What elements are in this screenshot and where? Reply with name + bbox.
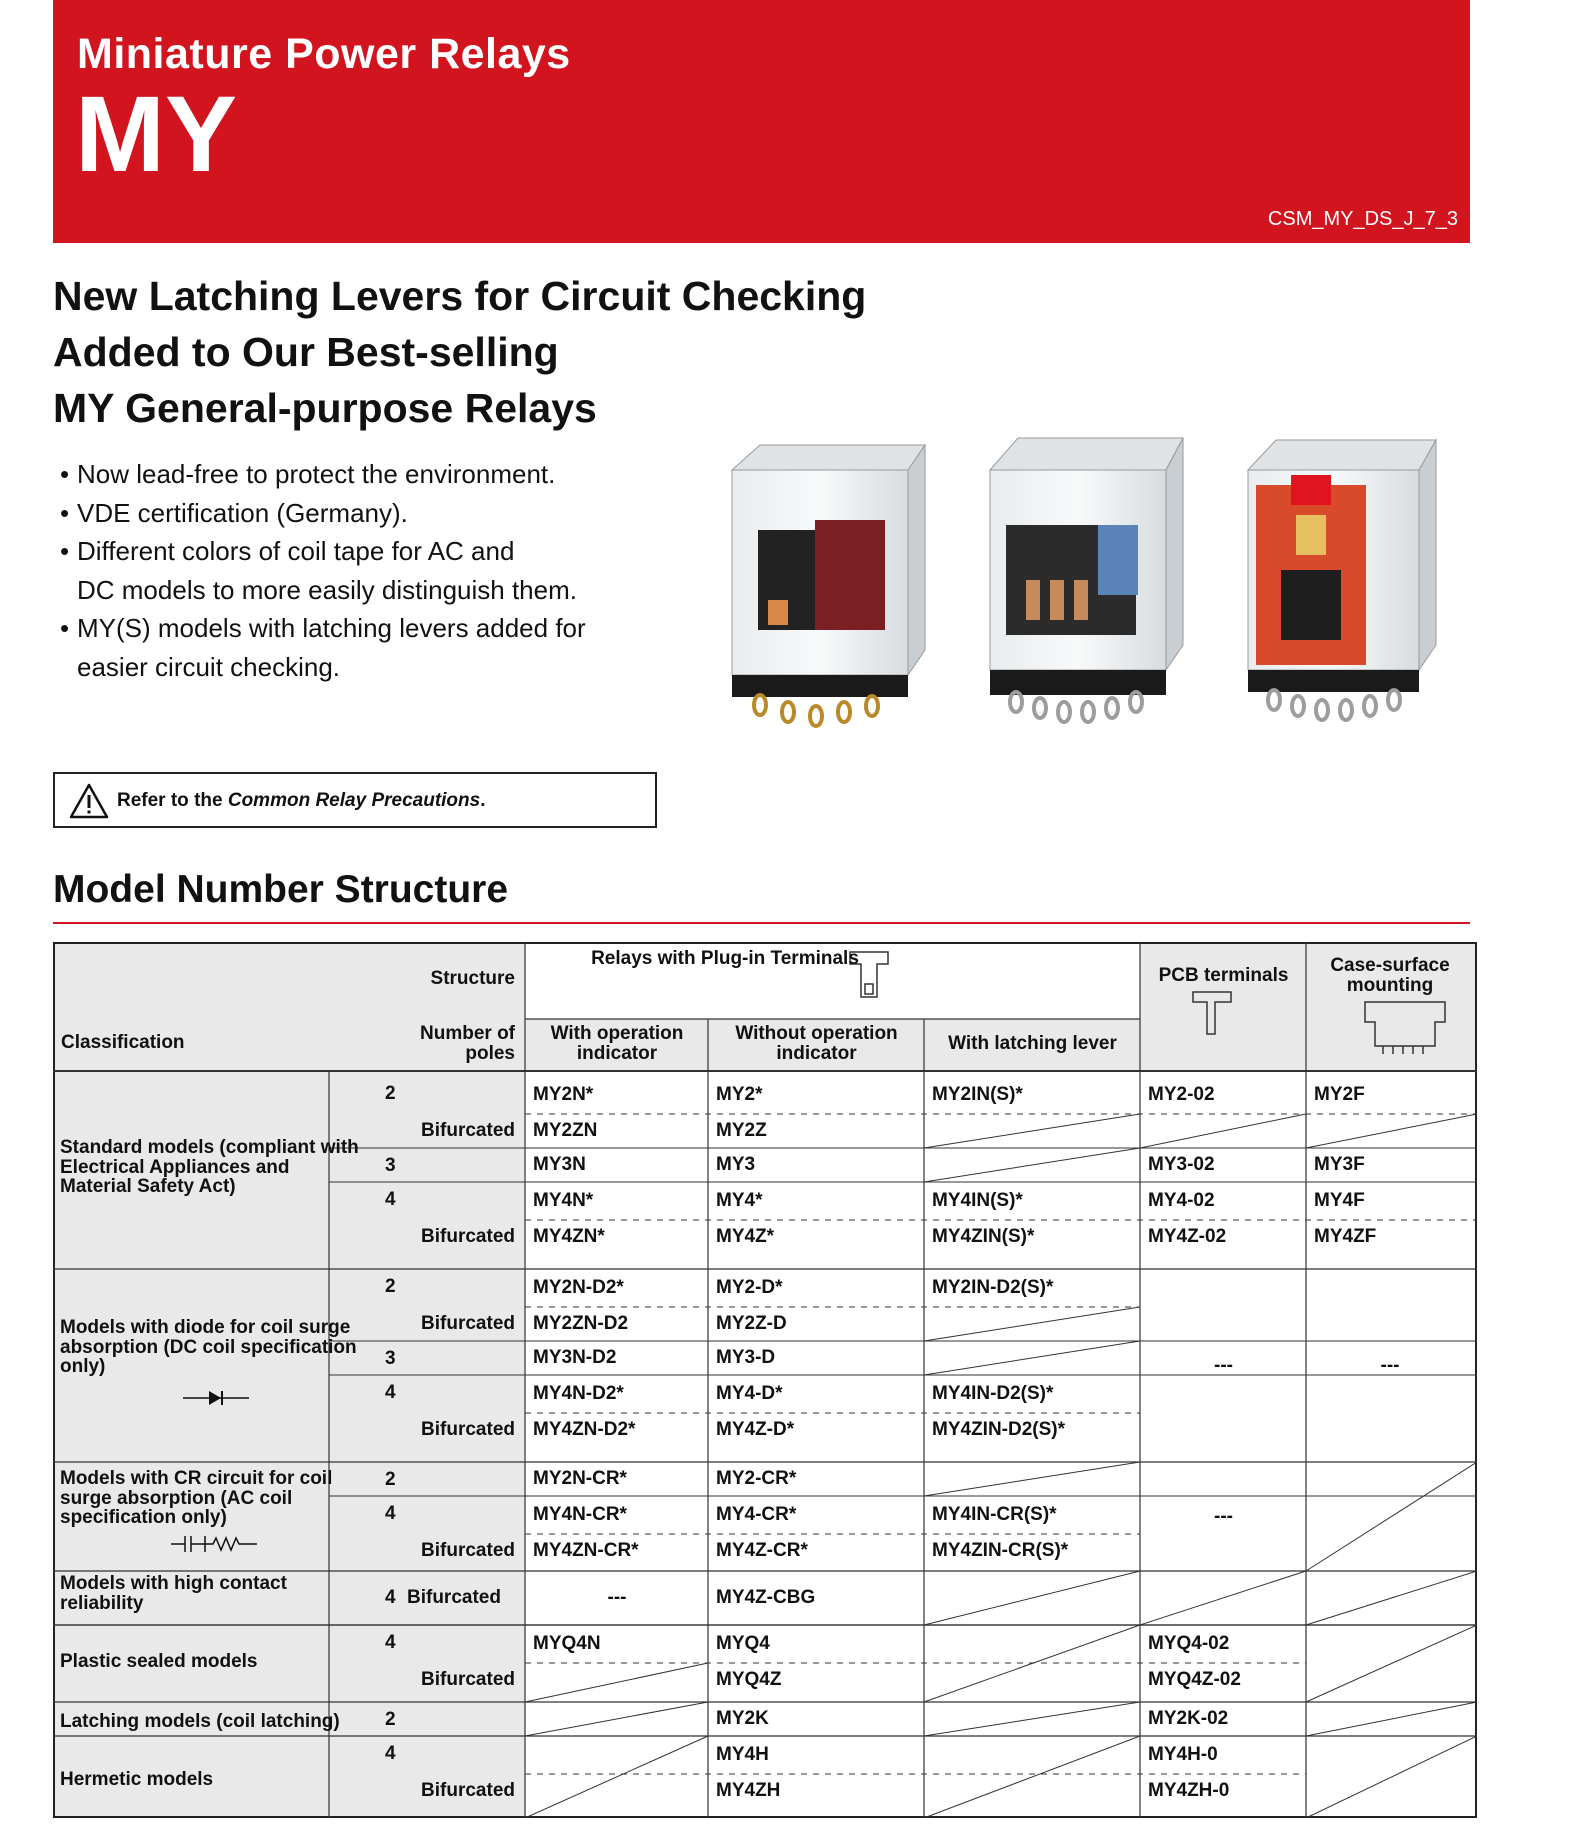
pole-count: 4 — [385, 1587, 396, 1608]
model-number-cell: MY2K — [716, 1708, 769, 1729]
notice-prefix: Refer to the — [117, 790, 228, 811]
not-applicable-diagonal — [924, 1341, 1140, 1375]
pole-count: 4 — [385, 1382, 396, 1403]
diode-pcb-dash: --- — [1214, 1355, 1233, 1376]
model-number-cell: MY2ZN-D2 — [533, 1313, 629, 1334]
not-applicable-diagonal — [525, 1736, 708, 1818]
relay-image-1 — [732, 445, 925, 726]
model-number-cell: MY4N-CR* — [533, 1504, 627, 1525]
model-number-cell: MY3-02 — [1148, 1154, 1215, 1175]
model-number-cell: MY4ZH-0 — [1148, 1780, 1230, 1801]
model-number-cell: MY2IN(S)* — [932, 1084, 1023, 1105]
model-number-cell: MY4Z-CBG — [716, 1587, 816, 1608]
model-number-cell: MY2ZN — [533, 1120, 598, 1141]
model-number-cell: MY4N-D2* — [533, 1383, 624, 1404]
cr-circuit-symbol-icon — [169, 1534, 259, 1554]
header-case-surface: Case-surface mounting — [1330, 955, 1450, 996]
model-number-cell: MY4IN-CR(S)* — [932, 1504, 1057, 1525]
model-number-cell: MY3-D — [716, 1347, 776, 1368]
model-number-cell: MY4ZN* — [533, 1226, 605, 1247]
model-number-cell: MY2-02 — [1148, 1084, 1215, 1105]
model-number-cell: MY2F — [1314, 1084, 1365, 1105]
pole-count: 4 — [385, 1632, 396, 1653]
model-number-cell: MY4ZN-D2* — [533, 1419, 636, 1440]
title-banner — [53, 0, 1470, 243]
model-number-cell: MY4ZIN(S)* — [932, 1226, 1035, 1247]
model-number-cell: MY2-CR* — [716, 1468, 797, 1489]
bifurcated-label: Bifurcated — [407, 1587, 501, 1608]
model-number-cell: MY4IN-D2(S)* — [932, 1383, 1054, 1404]
bifurcated-label: Bifurcated — [421, 1419, 515, 1440]
pole-count: 2 — [385, 1276, 396, 1297]
model-number-cell: MY4-CR* — [716, 1504, 797, 1525]
model-number-cell: MY3N — [533, 1154, 586, 1175]
series-label: Miniature Power Relays — [77, 30, 571, 78]
pole-count: 4 — [385, 1743, 396, 1764]
warning-icon — [69, 783, 109, 819]
model-number-cell: MY2Z-D — [716, 1313, 787, 1334]
headline-line: MY General-purpose Relays — [53, 385, 597, 431]
model-number-cell: MYQ4N — [533, 1633, 601, 1654]
model-number-cell: MY4Z-D* — [716, 1419, 795, 1440]
headline — [53, 268, 866, 436]
header-pcb-terminals: PCB terminals — [1158, 965, 1289, 986]
model-number-cell: MY4Z-02 — [1148, 1226, 1227, 1247]
bifurcated-label: Bifurcated — [421, 1313, 515, 1334]
pole-count: 4 — [385, 1503, 396, 1524]
model-number-cell: MY4ZF — [1314, 1226, 1377, 1247]
series-name: MY — [75, 73, 237, 194]
not-applicable-diagonal — [1306, 1736, 1477, 1818]
model-number-cell: MY4Z-CR* — [716, 1540, 808, 1561]
model-number-table — [53, 942, 1477, 1818]
pole-count: 3 — [385, 1155, 396, 1176]
pole-count: 2 — [385, 1469, 396, 1490]
model-number-cell: MYQ4 — [716, 1633, 770, 1654]
not-applicable-diagonal — [1306, 1114, 1477, 1148]
model-number-cell: MY2IN-D2(S)* — [932, 1277, 1054, 1298]
model-number-cell: MY4ZIN-CR(S)* — [932, 1540, 1069, 1561]
not-applicable-diagonal — [525, 1702, 708, 1736]
not-applicable-diagonal — [924, 1702, 1140, 1736]
model-number-cell: MY4N* — [533, 1190, 594, 1211]
bifurcated-label: Bifurcated — [421, 1226, 515, 1247]
class-cr-circuit: Models with CR circuit for coil surge absorption (AC coil specification only) — [60, 1468, 333, 1528]
document-code: CSM_MY_DS_J_7_3 — [1267, 208, 1458, 230]
model-number-cell: MY4ZN-CR* — [533, 1540, 639, 1561]
class-plastic-sealed: Plastic sealed models — [60, 1651, 258, 1672]
class-standard: Standard models (compliant with Electrical Appliances and Material Safety Act) — [60, 1137, 359, 1197]
header-without-indicator: Without operation indicator — [735, 1023, 898, 1064]
class-latching: Latching models (coil latching) — [60, 1711, 340, 1732]
bifurcated-label: Bifurcated — [421, 1120, 515, 1141]
feature-item: • Different colors of coil tape for AC and — [60, 532, 586, 571]
model-number-cell: MY2K-02 — [1148, 1708, 1229, 1729]
not-applicable-diagonal — [1306, 1462, 1477, 1571]
model-number-cell: MYQ4Z — [716, 1669, 782, 1690]
model-number-cell: MY4IN(S)* — [932, 1190, 1023, 1211]
model-number-cell: MY4F — [1314, 1190, 1365, 1211]
relay-image-2 — [990, 438, 1183, 722]
model-number-cell: MYQ4-02 — [1148, 1633, 1230, 1654]
feature-list — [60, 455, 586, 686]
model-number-cell: MY2* — [716, 1084, 763, 1105]
section-title: Model Number Structure — [53, 868, 509, 911]
feature-item: • Now lead-free to protect the environment. — [60, 455, 586, 494]
model-number-cell: MY2-D* — [716, 1277, 783, 1298]
headline-line: New Latching Levers for Circuit Checking — [53, 273, 867, 319]
feature-item-continuation: DC models to more easily distinguish them. — [77, 574, 577, 605]
model-number-cell: MY3N-D2 — [533, 1347, 617, 1368]
high-contact-indicator-dash: --- — [607, 1587, 627, 1608]
not-applicable-diagonal — [924, 1148, 1140, 1182]
precautions-link[interactable]: Common Relay Precautions — [227, 790, 481, 811]
pole-count: 2 — [385, 1709, 396, 1730]
header-poles: Number of poles — [420, 1023, 515, 1064]
not-applicable-diagonal — [1306, 1625, 1477, 1702]
header-plugin-terminals: Relays with Plug-in Terminals — [591, 948, 859, 969]
model-number-cell: MY4Z* — [716, 1226, 775, 1247]
model-number-cell: MY2N* — [533, 1084, 594, 1105]
bifurcated-label: Bifurcated — [421, 1780, 515, 1801]
not-applicable-diagonal — [924, 1114, 1140, 1148]
not-applicable-diagonal — [924, 1462, 1140, 1496]
relay-photos — [720, 430, 1440, 730]
notice-suffix: . — [480, 790, 486, 811]
feature-item: • MY(S) models with latching levers added for — [60, 609, 586, 648]
class-hermetic: Hermetic models — [60, 1769, 214, 1790]
model-number-cell: MY3 — [716, 1154, 756, 1175]
model-number-cell: MY4-D* — [716, 1383, 783, 1404]
model-number-cell: MY4-02 — [1148, 1190, 1215, 1211]
precautions-notice — [53, 772, 657, 828]
model-number-cell: MY2N-D2* — [533, 1277, 624, 1298]
header-structure: Structure — [430, 968, 515, 989]
bifurcated-label: Bifurcated — [421, 1540, 515, 1561]
model-number-cell: MY2Z — [716, 1120, 767, 1141]
model-number-cell: MY4H-0 — [1148, 1744, 1218, 1765]
model-number-cell: MY4* — [716, 1190, 763, 1211]
headline-line: Added to Our Best-selling — [53, 329, 559, 375]
header-classification: Classification — [61, 1032, 185, 1053]
model-number-cell: MYQ4Z-02 — [1148, 1669, 1241, 1690]
model-number-cell: MY2N-CR* — [533, 1468, 627, 1489]
diode-symbol-icon — [181, 1388, 251, 1408]
not-applicable-diagonal — [924, 1736, 1140, 1818]
not-applicable-diagonal — [525, 1663, 708, 1702]
not-applicable-diagonal — [924, 1571, 1140, 1625]
not-applicable-diagonal — [924, 1625, 1140, 1702]
header-with-indicator: With operation indicator — [550, 1023, 684, 1064]
pole-count: 4 — [385, 1189, 396, 1210]
not-applicable-diagonal — [924, 1307, 1140, 1341]
feature-item: • VDE certification (Germany). — [60, 494, 586, 533]
pole-count: 2 — [385, 1083, 396, 1104]
section-rule — [53, 922, 1470, 924]
cr-pcb-dash: --- — [1214, 1506, 1233, 1527]
class-high-contact: Models with high contact reliability — [60, 1573, 287, 1614]
model-number-cell: MY3F — [1314, 1154, 1365, 1175]
header-latching-lever: With latching lever — [948, 1033, 1117, 1054]
pole-count: 3 — [385, 1348, 396, 1369]
model-number-cell: MY4H — [716, 1744, 769, 1765]
model-number-cell: MY4ZIN-D2(S)* — [932, 1419, 1066, 1440]
not-applicable-diagonal — [1306, 1571, 1477, 1625]
not-applicable-diagonal — [1306, 1702, 1477, 1736]
bifurcated-label: Bifurcated — [421, 1669, 515, 1690]
relay-image-3 — [1248, 440, 1436, 720]
not-applicable-diagonal — [1140, 1571, 1306, 1625]
class-diode: Models with diode for coil surge absorption (DC coil specification only) — [60, 1317, 357, 1377]
diode-case-dash: --- — [1380, 1355, 1400, 1376]
not-applicable-diagonal — [1140, 1114, 1306, 1148]
feature-item-continuation: easier circuit checking. — [77, 651, 340, 682]
model-number-cell: MY4ZH — [716, 1780, 781, 1801]
